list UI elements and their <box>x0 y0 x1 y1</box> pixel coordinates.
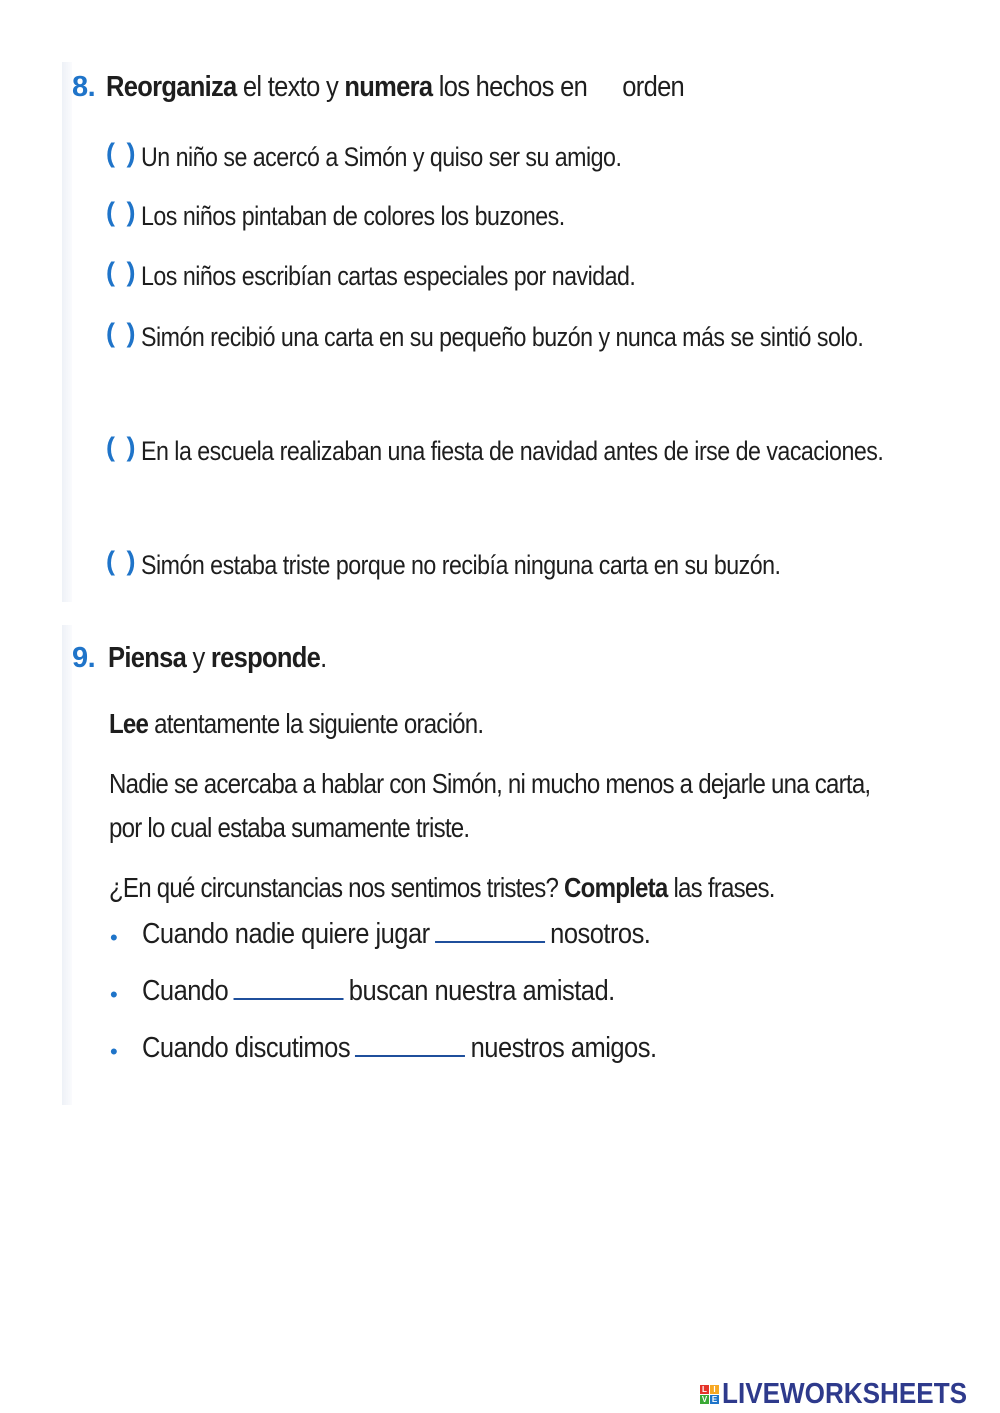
answer-paren-5[interactable]: ( ) <box>106 432 138 462</box>
event-item-3: Los niños escribían cartas especiales por navidad. <box>141 261 636 291</box>
answer-paren-3[interactable]: ( ) <box>106 257 138 287</box>
section-8-shade <box>62 62 72 602</box>
read-rest: atentamente la siguiente oración. <box>148 708 484 739</box>
blank-input-2[interactable] <box>234 974 344 1000</box>
title-mid2: los hechos en <box>432 71 588 103</box>
read-instruction <box>109 702 483 746</box>
title-responde: responde <box>210 642 321 674</box>
event-item-4 <box>141 310 886 364</box>
quote-line-1: Nadie se acercaba a hablar con Simón, ni mucho menos a dejarle una carta, <box>109 768 871 799</box>
question-9-number: 9. <box>72 642 96 674</box>
answer-paren-2[interactable]: ( ) <box>106 197 138 227</box>
question-9-title <box>108 642 327 675</box>
bullet-icon: • <box>110 982 118 1007</box>
title-piensa: Piensa <box>108 642 187 674</box>
section-9-shade <box>62 625 72 1105</box>
sentence-2 <box>142 974 615 1008</box>
quote-line-2: por lo cual estaba sumamente triste. <box>109 812 470 843</box>
event-item-6: Simón estaba triste porque no recibía ninguna carta en su buzón. <box>141 550 781 580</box>
sentence-1-before: Cuando nadie quiere jugar <box>142 918 430 950</box>
logo-letter: L <box>700 1385 709 1394</box>
sentence-2-before: Cuando <box>142 975 229 1007</box>
logo-letter: I <box>710 1385 719 1394</box>
event-item-5 <box>141 424 886 478</box>
logo-letter: E <box>711 1395 718 1404</box>
title-reorganiza: Reorganiza <box>106 71 237 103</box>
question-8-number: 8. <box>72 71 96 103</box>
logo-letter: V <box>701 1395 708 1404</box>
question-end: las frases. <box>667 872 775 903</box>
question-text <box>109 866 775 910</box>
sentence-1-after: nosotros. <box>550 918 651 950</box>
question-bold: Completa <box>564 872 668 903</box>
logo-mark-icon <box>700 1385 719 1404</box>
sentence-3-after: nuestros amigos. <box>470 1032 657 1064</box>
title-y: y <box>186 642 211 674</box>
answer-paren-6[interactable]: ( ) <box>106 546 138 576</box>
event-item-4-text: Simón recibió una carta en su pequeño buzón y nunca más se sintió solo. <box>141 322 864 352</box>
title-orden: orden <box>622 71 685 103</box>
answer-paren-4[interactable]: ( ) <box>106 318 138 348</box>
bullet-icon: • <box>110 925 118 950</box>
read-bold: Lee <box>109 708 149 739</box>
question-start: ¿En qué circunstancias nos sentimos tristes? <box>109 872 565 903</box>
bullet-icon: • <box>110 1039 118 1064</box>
title-period: . <box>320 642 327 674</box>
question-8-title <box>106 71 684 104</box>
event-item-2: Los niños pintaban de colores los buzones. <box>141 201 565 231</box>
title-numera: numera <box>344 71 433 103</box>
event-item-5-text: En la escuela realizaban una fiesta de navidad antes de irse de vacaciones. <box>141 436 884 466</box>
liveworksheets-logo <box>700 1378 994 1411</box>
blank-input-1[interactable] <box>435 917 545 943</box>
answer-paren-1[interactable]: ( ) <box>106 138 138 168</box>
blank-input-3[interactable] <box>355 1031 465 1057</box>
logo-text: LIVEWORKSHEETS <box>722 1378 968 1410</box>
sentence-1 <box>142 917 650 951</box>
sentence-3-before: Cuando discutimos <box>142 1032 351 1064</box>
title-mid1: el texto y <box>236 71 345 103</box>
event-item-1: Un niño se acercó a Simón y quiso ser su amigo. <box>141 142 622 172</box>
sentence-2-after: buscan nuestra amistad. <box>348 975 615 1007</box>
sentence-3 <box>142 1031 657 1065</box>
